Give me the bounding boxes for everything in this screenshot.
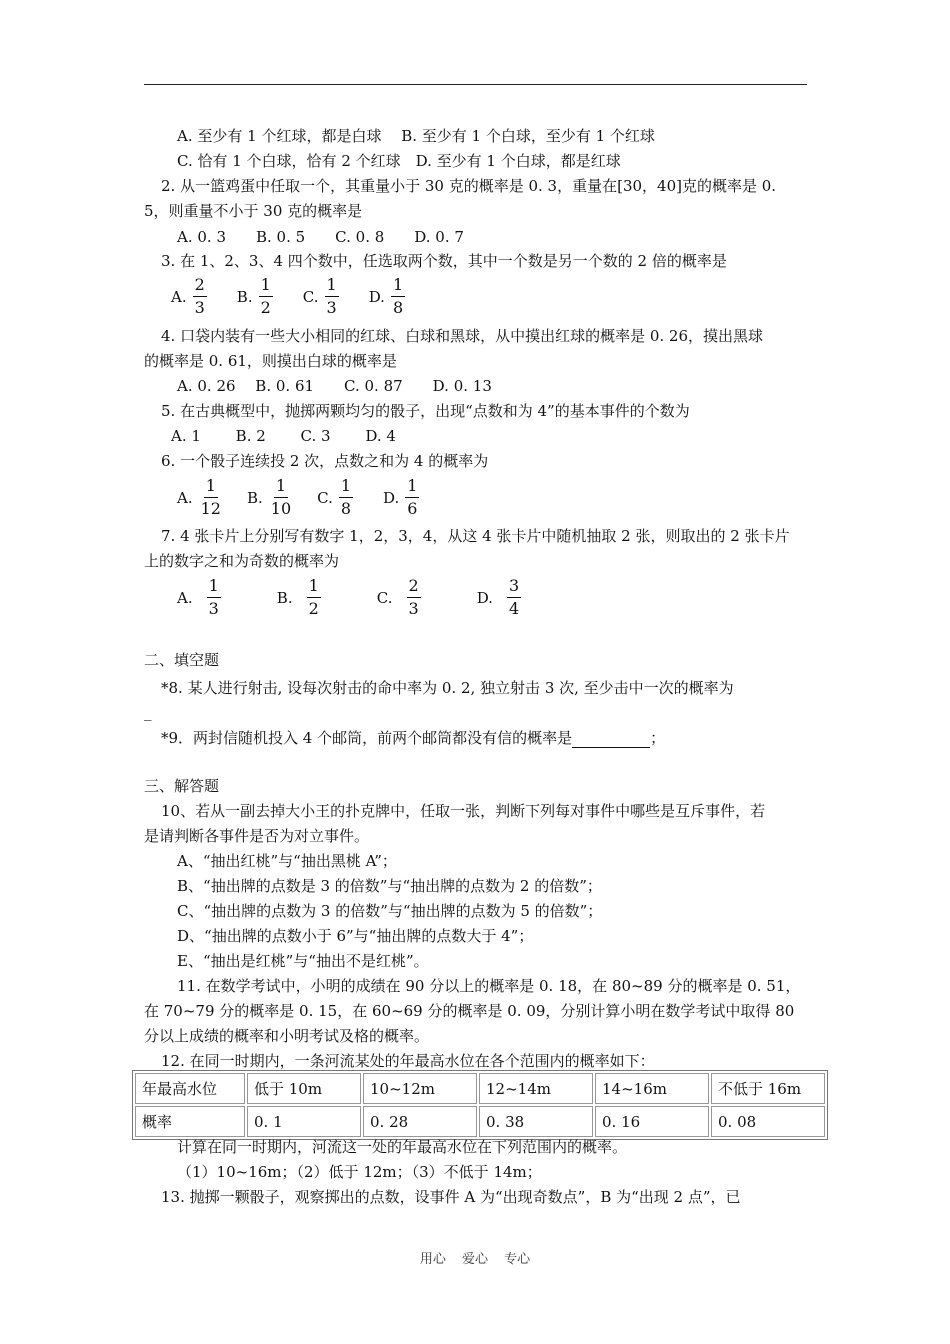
- q2-text-line2: 5，则重量不小于 30 克的概率是: [144, 202, 363, 220]
- q5-options: A. 1 B. 2 C. 3 D. 4: [171, 427, 396, 445]
- q10-item-b: B、“抽出牌的点数是 3 的倍数”与“抽出牌的点数为 2 的倍数”；: [177, 877, 602, 895]
- table-cell: 0. 28: [363, 1106, 477, 1137]
- q12-after-line2: （1）10~16m；（2）低于 12m；（3）不低于 14m；: [177, 1163, 542, 1181]
- q8-blank: _: [144, 703, 152, 721]
- q3-option-d: D. $\frac{1}{8}$: [368, 275, 404, 317]
- fraction: $\frac{1}{2}$: [308, 576, 319, 618]
- q4-text-line1: 4. 口袋内装有一些大小相同的红球、白球和黑球，从中摸出红球的概率是 0. 26，摸出黑球: [161, 327, 764, 345]
- table-cell: 0. 1: [247, 1106, 361, 1137]
- footer-word: 爱心: [461, 1252, 488, 1267]
- q7-options: [177, 576, 521, 619]
- q11-text-line2: 在 70~79 分的概率是 0. 15，在 60~69 分的概率是 0. 09，分别计算小明在数学考试中取得 80: [144, 1002, 795, 1020]
- q11-text-line1: 11. 在数学考试中，小明的成绩在 90 分以上的概率是 0. 18，在 80~89 分的概率是 0. 51，: [177, 977, 801, 995]
- q7-option-c: C. $\frac{2}{3}$: [376, 576, 419, 618]
- table-cell: 10~12m: [363, 1073, 477, 1104]
- fraction: $\frac{1}{6}$: [407, 476, 418, 518]
- q9-answer-blank: [572, 731, 650, 748]
- q9-text-after: ；: [650, 729, 666, 747]
- water-level-probability-table: [132, 1070, 828, 1140]
- fraction: $\frac{2}{3}$: [408, 576, 419, 618]
- section3-heading: 三、解答题: [144, 777, 220, 795]
- fraction: $\frac{1}{8}$: [392, 275, 404, 317]
- footer-word: 专心: [504, 1252, 531, 1267]
- q10-text-line2: 是请判断各事件是否为对立事件。: [144, 827, 370, 845]
- q6-option-d: D. $\frac{1}{6}$: [383, 476, 418, 518]
- q2-options: A. 0. 3 B. 0. 5 C. 0. 8 D. 0. 7: [177, 228, 464, 246]
- q10-item-e: E、“抽出是红桃”与“抽出不是红桃”。: [177, 952, 429, 970]
- table-cell: 12~14m: [479, 1073, 593, 1104]
- q5-text: 5. 在古典概型中，抛掷两颗均匀的骰子，出现“点数和为 4”的基本事件的个数为: [161, 402, 690, 420]
- footer-word: 用心: [419, 1252, 446, 1267]
- q7-text-line2: 上的数字之和为奇数的概率为: [144, 552, 340, 570]
- q6-text: 6. 一个骰子连续投 2 次，点数之和为 4 的概率为: [161, 452, 489, 470]
- q11-text-line3: 分以上成绩的概率和小明考试及格的概率。: [144, 1027, 430, 1045]
- q6-option-b: B. $\frac{1}{10}$: [246, 476, 292, 518]
- fraction: $\frac{1}{8}$: [340, 476, 352, 518]
- q12-text: 12. 在同一时期内，一条河流某处的年最高水位在各个范围内的概率如下：: [161, 1052, 655, 1070]
- q9-text: [161, 728, 665, 748]
- q10-item-c: C、“抽出牌的点数为 3 的倍数”与“抽出牌的点数为 5 的倍数”；: [177, 902, 603, 920]
- q10-item-d: D、“抽出牌的点数小于 6”与“抽出牌的点数大于 4”；: [177, 927, 534, 945]
- table-cell: 低于 10m: [247, 1073, 361, 1104]
- q3-option-a: A. $\frac{2}{3}$: [171, 275, 205, 317]
- fraction: $\frac{1}{12}$: [200, 476, 221, 518]
- table-cell: 年最高水位: [135, 1073, 245, 1104]
- q10-text-line1: 10、若从一副去掉大小王的扑克牌中，任取一张，判断下列每对事件中哪些是互斥事件，若: [161, 802, 766, 820]
- q3-options: [171, 275, 405, 318]
- q6-options: [177, 476, 419, 519]
- table-row: [135, 1106, 825, 1137]
- q7-text-line1: 7. 4 张卡片上分别写有数字 1，2，3，4，从这 4 张卡片中随机抽取 2 张，则取出的 2 张卡片: [161, 527, 790, 545]
- q7-option-a: A. $\frac{1}{3}$: [177, 576, 219, 618]
- header-rule: [144, 84, 807, 85]
- q10-item-a: A、“抽出红桃”与“抽出黑桃 A”；: [177, 852, 397, 870]
- q13-text-line1: 13. 抛掷一颗骰子，观察掷出的点数，设事件 A 为“出现奇数点”，B 为“出现 2 点”，已: [161, 1188, 741, 1206]
- table-row: [135, 1073, 825, 1104]
- q12-after-line1: 计算在同一时期内，河流这一处的年最高水位在下列范围内的概率。: [177, 1138, 628, 1156]
- table-cell: 0. 16: [595, 1106, 709, 1137]
- table-cell: 不低于 16m: [711, 1073, 825, 1104]
- q3-option-c: C. $\frac{1}{3}$: [302, 275, 337, 317]
- fraction: $\frac{1}{2}$: [260, 275, 271, 317]
- q1-options-line2: C. 恰有 1 个白球，恰有 2 个红球 D. 至少有 1 个白球，都是红球: [177, 152, 621, 170]
- q2-text-line1: 2. 从一篮鸡蛋中任取一个，其重量小于 30 克的概率是 0. 3，重量在[30，40]克的概率是 0.: [161, 177, 777, 195]
- q6-option-c: C. $\frac{1}{8}$: [317, 476, 352, 518]
- q7-option-d: D. $\frac{3}{4}$: [476, 576, 520, 618]
- section2-heading: 二、填空题: [144, 651, 220, 669]
- page-footer: [0, 1248, 950, 1267]
- fraction: $\frac{3}{4}$: [508, 576, 520, 618]
- q4-options: A. 0. 26 B. 0. 61 C. 0. 87 D. 0. 13: [177, 377, 492, 395]
- q3-text: 3. 在 1、2、3、4 四个数中，任选取两个数，其中一个数是另一个数的 2 倍的概率是: [161, 252, 727, 270]
- table-cell: 概率: [135, 1106, 245, 1137]
- fraction: $\frac{1}{10}$: [270, 476, 292, 518]
- q1-options-line1: A. 至少有 1 个红球，都是白球 B. 至少有 1 个白球，至少有 1 个红球: [177, 127, 655, 145]
- q7-option-b: B. $\frac{1}{2}$: [276, 576, 319, 618]
- q6-option-a: A. $\frac{1}{12}$: [177, 476, 221, 518]
- table-cell: 0. 08: [711, 1106, 825, 1137]
- q4-text-line2: 的概率是 0. 61，则摸出白球的概率是: [144, 352, 397, 370]
- fraction: $\frac{1}{3}$: [208, 576, 219, 618]
- q3-option-b: B. $\frac{1}{2}$: [236, 275, 271, 317]
- table-cell: 14~16m: [595, 1073, 709, 1104]
- table-cell: 0. 38: [479, 1106, 593, 1137]
- q8-text: *8. 某人进行射击, 设每次射击的命中率为 0. 2, 独立射击 3 次, 至少击中一次的概率为: [161, 679, 734, 697]
- fraction: $\frac{2}{3}$: [194, 275, 205, 317]
- fraction: $\frac{1}{3}$: [326, 275, 337, 317]
- q9-text-before: *9．两封信随机投入 4 个邮筒，前两个邮筒都没有信的概率是: [161, 729, 573, 747]
